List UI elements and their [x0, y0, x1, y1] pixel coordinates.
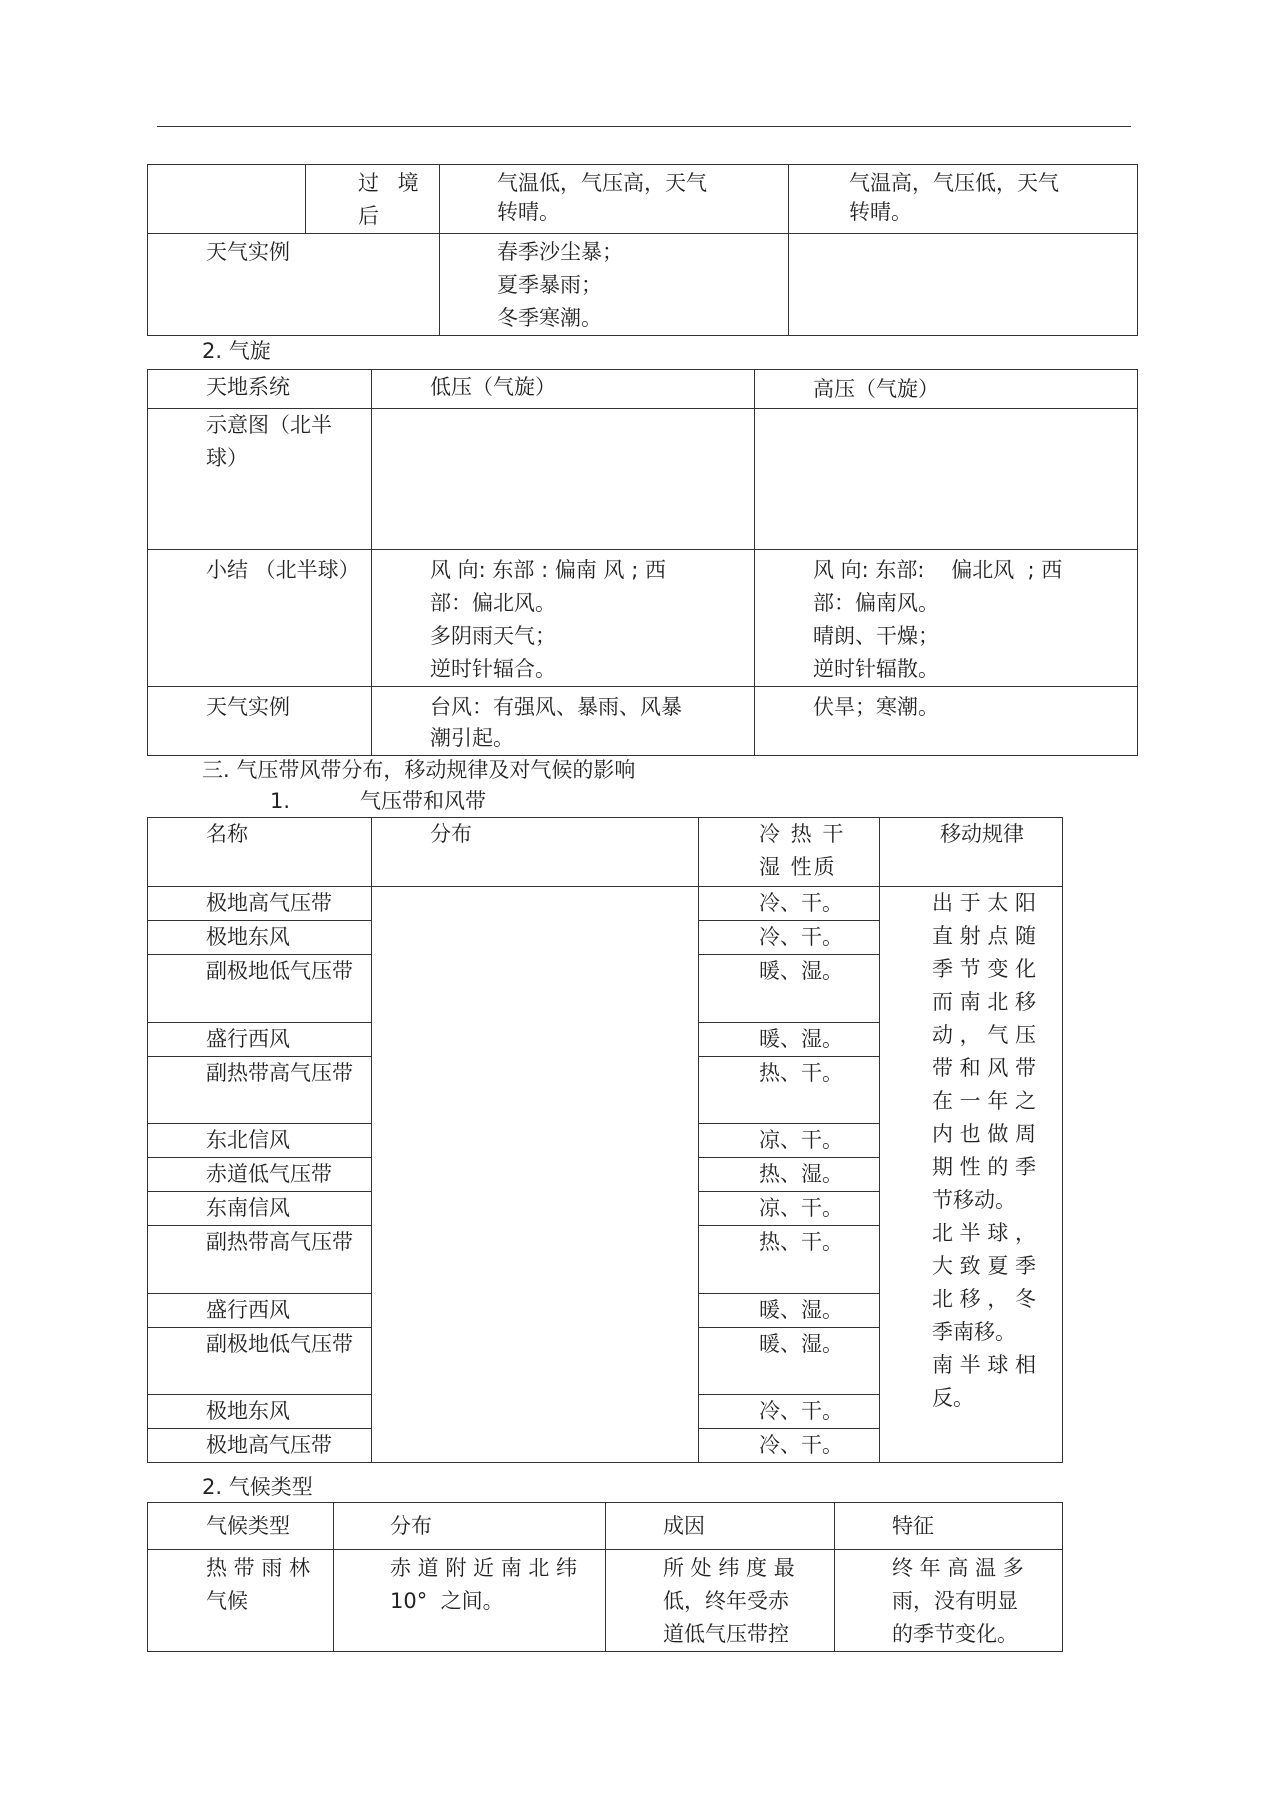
table-row	[148, 887, 1063, 921]
line: 动 ， 气 压	[932, 1023, 1037, 1047]
belt-property: 暖、湿。	[699, 1023, 880, 1057]
belt-property: 凉、干。	[699, 1124, 880, 1158]
belt-name: 极地高气压带	[148, 1429, 372, 1463]
line: 所 处 纬 度 最	[663, 1556, 795, 1580]
section-cyclone-title: 2. 气旋	[202, 339, 271, 363]
line: 转晴。	[849, 200, 912, 224]
belt-name: 极地东风	[148, 921, 372, 955]
header-low: 低压（气旋）	[372, 370, 755, 409]
header-climate-type: 气候类型	[148, 1503, 334, 1550]
line: 冬季寒潮。	[497, 306, 602, 330]
table-row	[148, 1550, 1063, 1652]
warm-front-example	[789, 234, 1138, 336]
line: 反。	[932, 1386, 974, 1410]
line: 晴朗、干燥；	[813, 624, 939, 648]
header-name: 名称	[148, 818, 372, 887]
row-label-summary: 小结 （北半球）	[148, 550, 372, 687]
belt-property: 冷、干。	[699, 1429, 880, 1463]
low-example	[372, 687, 755, 756]
belt-property: 热、湿。	[699, 1158, 880, 1192]
line: 气温高，气压低，天气	[849, 171, 1059, 195]
line: 夏季暴雨；	[497, 273, 602, 297]
line: 雨，没有明显	[892, 1589, 1018, 1613]
cyclone-table	[147, 369, 1138, 756]
line: 带 和 风 带	[932, 1056, 1037, 1080]
climate-distribution	[334, 1550, 606, 1652]
belt-name: 东北信风	[148, 1124, 372, 1158]
belt-property: 暖、湿。	[699, 1328, 880, 1395]
belt-name: 盛行西风	[148, 1294, 372, 1328]
row-label-after: 过 境 后	[306, 165, 440, 234]
line: 气温低，气压高，天气	[497, 171, 707, 195]
line: 转晴。	[497, 200, 560, 224]
low-summary	[372, 550, 755, 687]
line: 低，终年受赤	[663, 1589, 789, 1613]
movement-rule	[880, 887, 1063, 1463]
cold-front-after	[440, 165, 789, 234]
line: 风 向: 东部: 偏北风 ; 西	[813, 558, 1063, 582]
belt-property: 暖、湿。	[699, 955, 880, 1023]
high-example	[755, 687, 1138, 756]
table-row	[148, 1503, 1063, 1550]
line: 大 致 夏 季	[932, 1254, 1037, 1278]
table-row	[148, 687, 1138, 756]
table-row	[148, 165, 1138, 234]
belt-property: 冷、干。	[699, 1395, 880, 1429]
belt-name: 副热带高气压带	[148, 1057, 372, 1124]
row-label-example: 天气实例	[148, 687, 372, 756]
section-climate-title: 2. 气候类型	[202, 1475, 313, 1499]
line: 风 向: 东部 : 偏南 风 ; 西	[430, 558, 666, 582]
header-cause: 成因	[606, 1503, 835, 1550]
belt-property: 冷、干。	[699, 921, 880, 955]
belt-name: 极地东风	[148, 1395, 372, 1429]
section-three-title: 三. 气压带风带分布，移动规律及对气候的影响	[202, 758, 636, 782]
belt-name: 东南信风	[148, 1192, 372, 1226]
row-label-example: 天气实例	[148, 234, 440, 336]
line: 内 也 做 周	[932, 1122, 1037, 1146]
line: 逆时针辐合。	[430, 657, 556, 681]
table-row	[148, 409, 1138, 550]
line: 节移动。	[932, 1188, 1016, 1212]
high-summary	[755, 550, 1138, 687]
line: 10° 之间。	[390, 1589, 504, 1613]
line: 而 南 北 移	[932, 990, 1037, 1014]
subsection-title: 气压带和风带	[360, 789, 486, 813]
line: 台风：有强风、暴雨、风暴	[430, 695, 682, 719]
line: 期 性 的 季	[932, 1155, 1037, 1179]
belt-name: 赤道低气压带	[148, 1158, 372, 1192]
belt-name: 极地高气压带	[148, 887, 372, 921]
front-table	[147, 164, 1138, 336]
line: 赤 道 附 近 南 北 纬	[390, 1556, 578, 1580]
low-diagram-cell	[372, 409, 755, 550]
line: 北 移 ， 冬	[932, 1287, 1037, 1311]
line: 在 一 年 之	[932, 1089, 1037, 1113]
header-distribution: 分布	[372, 818, 699, 887]
line: 部：偏北风。	[430, 591, 556, 615]
belt-name: 副极地低气压带	[148, 1328, 372, 1395]
pressure-belt-table	[147, 817, 1063, 1463]
line: 伏旱；寒潮。	[813, 695, 939, 719]
header-property: 冷 热 干 湿 性质	[699, 818, 880, 887]
climate-table	[147, 1502, 1063, 1652]
line: 热 带 雨 林	[206, 1556, 311, 1580]
belt-property: 热、干。	[699, 1057, 880, 1124]
line: 出 于 太 阳	[932, 891, 1037, 915]
line: 气候	[206, 1589, 248, 1613]
belt-property: 热、干。	[699, 1226, 880, 1294]
header-rule	[157, 126, 1131, 127]
climate-feature	[835, 1550, 1063, 1652]
belt-name: 副极地低气压带	[148, 955, 372, 1023]
header-high: 高压（气旋）	[755, 370, 1138, 409]
belt-name: 盛行西风	[148, 1023, 372, 1057]
table-row	[148, 234, 1138, 336]
table-row	[148, 370, 1138, 409]
header-feature: 特征	[835, 1503, 1063, 1550]
high-diagram-cell	[755, 409, 1138, 550]
line: 南 半 球 相	[932, 1353, 1037, 1377]
header-movement: 移动规律	[880, 818, 1063, 887]
line: 示意图（北半	[206, 413, 332, 437]
header-distribution: 分布	[334, 1503, 606, 1550]
line: 直 射 点 随	[932, 924, 1037, 948]
line: 季 节 变 化	[932, 957, 1037, 981]
belt-property: 暖、湿。	[699, 1294, 880, 1328]
line: 潮引起。	[430, 726, 514, 750]
belt-property: 凉、干。	[699, 1192, 880, 1226]
line: 春季沙尘暴；	[497, 240, 623, 264]
climate-type	[148, 1550, 334, 1652]
row-label-diagram	[148, 409, 372, 550]
line: 逆时针辐散。	[813, 657, 939, 681]
header-system: 天地系统	[148, 370, 372, 409]
line: 北 半 球 ，	[932, 1221, 1037, 1245]
table-row	[148, 550, 1138, 687]
cold-front-example	[440, 234, 789, 336]
belt-property: 冷、干。	[699, 887, 880, 921]
line: 的季节变化。	[892, 1622, 1018, 1646]
line: 多阴雨天气；	[430, 624, 556, 648]
belt-name: 副热带高气压带	[148, 1226, 372, 1294]
line: 季南移。	[932, 1320, 1016, 1344]
line: 部：偏南风。	[813, 591, 939, 615]
warm-front-after	[789, 165, 1138, 234]
table-row	[148, 818, 1063, 887]
line: 球）	[206, 446, 248, 470]
distribution-cell	[372, 887, 699, 1463]
line: 道低气压带控	[663, 1622, 789, 1646]
line: 终 年 高 温 多	[892, 1556, 1024, 1580]
climate-cause	[606, 1550, 835, 1652]
subsection-number: 1.	[270, 789, 291, 813]
